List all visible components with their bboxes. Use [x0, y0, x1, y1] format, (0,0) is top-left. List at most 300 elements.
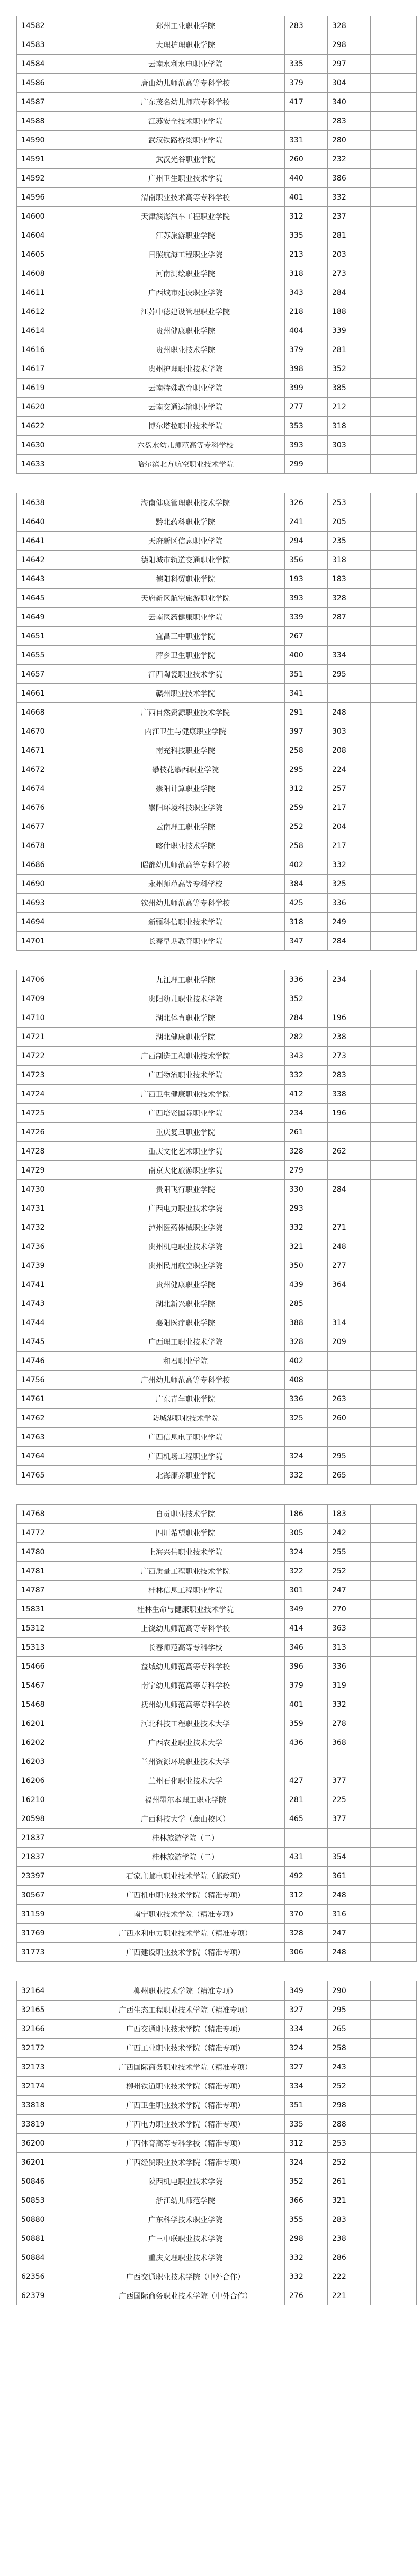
school-name-cell: 湖北体育职业学院	[86, 1008, 285, 1028]
empty-cell	[371, 455, 417, 474]
school-name-cell: 广东茂名幼儿师范专科学校	[86, 93, 285, 112]
score-a-cell	[285, 1829, 328, 1848]
school-code-cell: 14678	[17, 836, 86, 855]
score-a-cell: 352	[285, 2172, 328, 2191]
school-code-cell: 14722	[17, 1047, 86, 1066]
empty-cell	[371, 417, 417, 436]
school-name-cell: 广西城市建设职业学院	[86, 283, 285, 302]
score-a-cell: 332	[285, 1466, 328, 1485]
score-b-cell: 252	[328, 2077, 371, 2096]
school-name-cell: 抚州幼儿师范高等专科学校	[86, 1695, 285, 1714]
school-code-cell: 21837	[17, 1848, 86, 1867]
school-code-cell: 14633	[17, 455, 86, 474]
table-row	[17, 913, 417, 932]
score-b-cell: 258	[328, 2039, 371, 2058]
empty-cell	[371, 1313, 417, 1332]
table-row	[17, 2096, 417, 2115]
empty-cell	[371, 1790, 417, 1809]
table-row	[17, 551, 417, 570]
school-code-cell: 14620	[17, 398, 86, 417]
school-code-cell: 14630	[17, 436, 86, 455]
school-name-cell: 云南理工职业学院	[86, 817, 285, 836]
score-a-cell: 402	[285, 855, 328, 875]
table-row	[17, 570, 417, 589]
score-a-cell: 332	[285, 1218, 328, 1237]
table-row	[17, 836, 417, 855]
table-row	[17, 1524, 417, 1543]
table-row	[17, 1409, 417, 1428]
empty-cell	[371, 2172, 417, 2191]
score-b-cell	[328, 989, 371, 1008]
school-code-cell: 14693	[17, 894, 86, 913]
school-name-cell: 广西水利电力职业技术学院（精准专项）	[86, 1924, 285, 1943]
empty-cell	[371, 741, 417, 760]
score-b-cell: 354	[328, 1848, 371, 1867]
score-a-cell: 325	[285, 1409, 328, 1428]
school-name-cell: 广西交通职业技术学院（中外合作）	[86, 2267, 285, 2286]
school-name-cell: 郑州工业职业学院	[86, 16, 285, 35]
score-a-cell: 404	[285, 321, 328, 340]
table-row	[17, 2191, 417, 2210]
school-name-cell: 和君职业学院	[86, 1352, 285, 1371]
score-a-cell: 343	[285, 283, 328, 302]
table-row	[17, 2058, 417, 2077]
score-a-cell: 312	[285, 1886, 328, 1905]
table-row	[17, 93, 417, 112]
score-a-cell: 279	[285, 1161, 328, 1180]
score-a-cell: 193	[285, 570, 328, 589]
school-name-cell: 湖北健康职业学院	[86, 1028, 285, 1047]
school-code-cell: 50884	[17, 2248, 86, 2267]
school-code-cell: 50846	[17, 2172, 86, 2191]
school-code-cell: 14584	[17, 55, 86, 74]
school-code-cell: 14676	[17, 798, 86, 817]
school-name-cell: 桂林生命与健康职业技术学院	[86, 1600, 285, 1619]
empty-cell	[371, 493, 417, 512]
school-code-cell: 14690	[17, 875, 86, 894]
school-code-cell: 14781	[17, 1562, 86, 1581]
empty-cell	[371, 608, 417, 627]
school-name-cell: 贵州职业技术学院	[86, 340, 285, 359]
table-row	[17, 1332, 417, 1352]
school-name-cell: 攀枝花攀西职业学院	[86, 760, 285, 779]
school-name-cell: 泸州医药器械职业学院	[86, 1218, 285, 1237]
table-row	[17, 188, 417, 207]
school-name-cell: 重庆文理职业技术学院	[86, 2248, 285, 2267]
school-name-cell: 广州幼儿师范高等专科学校	[86, 1371, 285, 1390]
table-row	[17, 1008, 417, 1028]
school-name-cell: 广西国际商务职业技术学院（精准专项）	[86, 2058, 285, 2077]
score-b-cell: 336	[328, 1657, 371, 1676]
school-code-cell: 14743	[17, 1294, 86, 1313]
score-a-cell: 213	[285, 245, 328, 264]
score-a-cell: 306	[285, 1943, 328, 1962]
school-name-cell: 云南特殊教育职业学院	[86, 379, 285, 398]
score-b-cell: 208	[328, 741, 371, 760]
school-name-cell: 大理护理职业学院	[86, 35, 285, 55]
school-code-cell: 14677	[17, 817, 86, 836]
score-a-cell: 436	[285, 1733, 328, 1752]
score-a-cell: 347	[285, 932, 328, 951]
score-b-cell: 217	[328, 798, 371, 817]
table-row	[17, 1695, 417, 1714]
table-row	[17, 970, 417, 989]
empty-cell	[371, 2134, 417, 2153]
school-code-cell: 14657	[17, 665, 86, 684]
score-b-cell: 205	[328, 512, 371, 532]
empty-cell	[371, 970, 417, 989]
score-a-cell: 328	[285, 1142, 328, 1161]
score-a-cell: 284	[285, 1008, 328, 1028]
school-code-cell: 14741	[17, 1275, 86, 1294]
empty-cell	[371, 1733, 417, 1752]
empty-cell	[371, 722, 417, 741]
score-b-cell: 295	[328, 2001, 371, 2020]
school-code-cell: 14640	[17, 512, 86, 532]
empty-cell	[371, 1905, 417, 1924]
school-code-cell: 14726	[17, 1123, 86, 1142]
score-b-cell: 217	[328, 836, 371, 855]
school-name-cell: 重庆复旦职业学院	[86, 1123, 285, 1142]
school-name-cell: 柳州职业技术学院（精准专项）	[86, 1981, 285, 2001]
score-b-cell: 321	[328, 2191, 371, 2210]
score-a-cell: 312	[285, 207, 328, 226]
school-name-cell: 永州师范高等专科学校	[86, 875, 285, 894]
score-b-cell: 304	[328, 74, 371, 93]
school-code-cell: 14587	[17, 93, 86, 112]
school-code-cell: 32166	[17, 2020, 86, 2039]
school-code-cell: 16210	[17, 1790, 86, 1809]
score-a-cell: 294	[285, 532, 328, 551]
school-name-cell: 防城港职业技术学院	[86, 1409, 285, 1428]
score-b-cell: 222	[328, 2267, 371, 2286]
table-row	[17, 1981, 417, 2001]
table-row	[17, 2020, 417, 2039]
empty-cell	[371, 2248, 417, 2267]
score-a-cell: 318	[285, 264, 328, 283]
school-code-cell: 14651	[17, 627, 86, 646]
school-code-cell: 32164	[17, 1981, 86, 2001]
score-a-cell: 331	[285, 131, 328, 150]
empty-cell	[371, 169, 417, 188]
table-row	[17, 760, 417, 779]
school-name-cell: 广三中联职业技术学院	[86, 2229, 285, 2248]
school-name-cell: 陕西机电职业技术学院	[86, 2172, 285, 2191]
school-name-cell: 广西国际商务职业技术学院（中外合作）	[86, 2286, 285, 2305]
school-code-cell: 16206	[17, 1771, 86, 1790]
table-row	[17, 1428, 417, 1447]
school-name-cell: 广西卫生职业技术学院（精准专项）	[86, 2096, 285, 2115]
score-b-cell: 196	[328, 1104, 371, 1123]
score-a-cell: 318	[285, 913, 328, 932]
score-b-cell: 283	[328, 2210, 371, 2229]
empty-cell	[371, 1008, 417, 1028]
score-b-cell: 265	[328, 1466, 371, 1485]
school-name-cell: 广西建设职业技术学院（精准专项）	[86, 1943, 285, 1962]
empty-cell	[371, 913, 417, 932]
empty-cell	[371, 798, 417, 817]
score-b-cell: 288	[328, 2115, 371, 2134]
score-b-cell: 270	[328, 1600, 371, 1619]
school-code-cell: 14668	[17, 703, 86, 722]
empty-cell	[371, 112, 417, 131]
score-b-cell: 183	[328, 570, 371, 589]
table-row	[17, 2039, 417, 2058]
table-row	[17, 1237, 417, 1256]
school-name-cell: 广东青年职业学院	[86, 1390, 285, 1409]
score-b-cell	[328, 627, 371, 646]
empty-cell	[371, 932, 417, 951]
school-code-cell: 14744	[17, 1313, 86, 1332]
score-b-cell: 334	[328, 646, 371, 665]
table-row	[17, 1886, 417, 1905]
table-row	[17, 817, 417, 836]
score-a-cell: 295	[285, 760, 328, 779]
school-name-cell: 广西生态工程职业技术学院（精准专项）	[86, 2001, 285, 2020]
school-name-cell: 上饶幼儿师范高等专科学校	[86, 1619, 285, 1638]
empty-cell	[371, 302, 417, 321]
score-b-cell: 221	[328, 2286, 371, 2305]
school-code-cell: 14638	[17, 493, 86, 512]
table-block	[16, 493, 417, 951]
school-code-cell: 14582	[17, 16, 86, 35]
school-name-cell: 渭南职业技术高等专科学校	[86, 188, 285, 207]
table-row	[17, 989, 417, 1008]
school-code-cell: 15468	[17, 1695, 86, 1714]
school-code-cell: 14592	[17, 169, 86, 188]
empty-cell	[371, 1581, 417, 1600]
score-b-cell: 332	[328, 188, 371, 207]
score-b-cell	[328, 1829, 371, 1848]
score-b-cell: 303	[328, 436, 371, 455]
score-a-cell: 414	[285, 1619, 328, 1638]
school-code-cell: 15466	[17, 1657, 86, 1676]
school-name-cell: 兰州石化职业技术大学	[86, 1771, 285, 1790]
school-code-cell: 21837	[17, 1829, 86, 1848]
score-b-cell	[328, 1199, 371, 1218]
school-code-cell: 14739	[17, 1256, 86, 1275]
table-row	[17, 359, 417, 379]
table-row	[17, 1600, 417, 1619]
empty-cell	[371, 398, 417, 417]
school-name-cell: 广西科技大学（鹿山校区）	[86, 1809, 285, 1829]
score-b-cell: 328	[328, 589, 371, 608]
school-code-cell: 33819	[17, 2115, 86, 2134]
school-name-cell: 南充科技职业学院	[86, 741, 285, 760]
school-name-cell: 江西陶瓷职业技术学院	[86, 665, 285, 684]
school-name-cell: 德阳科贸职业学院	[86, 570, 285, 589]
score-b-cell	[328, 1294, 371, 1313]
score-b-cell: 281	[328, 226, 371, 245]
table-row	[17, 1142, 417, 1161]
score-a-cell: 492	[285, 1867, 328, 1886]
empty-cell	[371, 551, 417, 570]
score-a-cell: 267	[285, 627, 328, 646]
school-name-cell: 贵州民用航空职业学院	[86, 1256, 285, 1275]
table-row	[17, 1581, 417, 1600]
school-name-cell: 四川希望职业学院	[86, 1524, 285, 1543]
score-b-cell: 224	[328, 760, 371, 779]
score-b-cell: 212	[328, 398, 371, 417]
school-code-cell: 14780	[17, 1543, 86, 1562]
empty-cell	[371, 1028, 417, 1047]
empty-cell	[371, 1047, 417, 1066]
school-name-cell: 南京大化旅游职业学院	[86, 1161, 285, 1180]
school-code-cell: 14730	[17, 1180, 86, 1199]
score-b-cell: 338	[328, 1085, 371, 1104]
school-code-cell: 14641	[17, 532, 86, 551]
empty-cell	[371, 1809, 417, 1829]
empty-cell	[371, 379, 417, 398]
school-code-cell: 14590	[17, 131, 86, 150]
school-code-cell: 14617	[17, 359, 86, 379]
score-a-cell: 326	[285, 493, 328, 512]
score-b-cell: 253	[328, 2134, 371, 2153]
table-row	[17, 1313, 417, 1332]
empty-cell	[371, 2229, 417, 2248]
table-row	[17, 1047, 417, 1066]
score-b-cell: 361	[328, 1867, 371, 1886]
school-code-cell: 14725	[17, 1104, 86, 1123]
empty-cell	[371, 665, 417, 684]
table-row	[17, 1562, 417, 1581]
table-row	[17, 722, 417, 741]
score-a-cell: 397	[285, 722, 328, 741]
score-a-cell	[285, 112, 328, 131]
score-a-cell: 277	[285, 398, 328, 417]
score-b-cell: 253	[328, 493, 371, 512]
table-row	[17, 2267, 417, 2286]
school-name-cell: 北海康养职业学院	[86, 1466, 285, 1485]
school-name-cell: 云南医药健康职业学院	[86, 608, 285, 627]
empty-cell	[371, 875, 417, 894]
table-row	[17, 1943, 417, 1962]
score-b-cell: 298	[328, 35, 371, 55]
score-b-cell: 286	[328, 2248, 371, 2267]
empty-cell	[371, 1199, 417, 1218]
school-code-cell: 14612	[17, 302, 86, 321]
empty-cell	[371, 283, 417, 302]
score-b-cell: 262	[328, 1142, 371, 1161]
score-b-cell: 238	[328, 1028, 371, 1047]
score-a-cell: 388	[285, 1313, 328, 1332]
school-code-cell: 14674	[17, 779, 86, 798]
score-a-cell: 312	[285, 2134, 328, 2153]
score-a-cell: 321	[285, 1237, 328, 1256]
score-b-cell: 340	[328, 93, 371, 112]
table-row	[17, 1905, 417, 1924]
score-a-cell: 370	[285, 1905, 328, 1924]
table-row	[17, 894, 417, 913]
score-a-cell: 335	[285, 226, 328, 245]
school-code-cell: 14614	[17, 321, 86, 340]
school-code-cell: 14600	[17, 207, 86, 226]
school-code-cell: 15831	[17, 1600, 86, 1619]
school-name-cell: 南宁职业技术学院（精准专项）	[86, 1905, 285, 1924]
school-name-cell: 钦州幼儿师范高等专科学校	[86, 894, 285, 913]
school-name-cell: 河北科技工程职业技术大学	[86, 1714, 285, 1733]
school-code-cell: 14616	[17, 340, 86, 359]
school-name-cell: 重庆文化艺术职业学院	[86, 1142, 285, 1161]
school-name-cell: 益城幼儿师范高等专科学校	[86, 1657, 285, 1676]
table-row	[17, 684, 417, 703]
school-name-cell: 崇阳环境科技职业学院	[86, 798, 285, 817]
table-row	[17, 302, 417, 321]
score-b-cell: 284	[328, 1180, 371, 1199]
score-a-cell: 260	[285, 150, 328, 169]
score-a-cell: 359	[285, 1714, 328, 1733]
score-a-cell: 393	[285, 589, 328, 608]
school-name-cell: 赣州职业技术学院	[86, 684, 285, 703]
school-code-cell: 14768	[17, 1505, 86, 1524]
empty-cell	[371, 779, 417, 798]
school-code-cell: 14746	[17, 1352, 86, 1371]
school-name-cell: 崇阳计算职业学院	[86, 779, 285, 798]
table-row	[17, 207, 417, 226]
score-b-cell: 283	[328, 1066, 371, 1085]
score-b-cell: 232	[328, 150, 371, 169]
score-a-cell: 349	[285, 1981, 328, 2001]
score-a-cell: 332	[285, 2248, 328, 2267]
score-b-cell: 263	[328, 1390, 371, 1409]
table-row	[17, 646, 417, 665]
score-a-cell: 259	[285, 798, 328, 817]
table-row	[17, 1066, 417, 1085]
score-b-cell	[328, 1428, 371, 1447]
empty-cell	[371, 2210, 417, 2229]
school-name-cell: 内江卫生与健康职业学院	[86, 722, 285, 741]
school-code-cell: 14622	[17, 417, 86, 436]
school-name-cell: 广西机电职业技术学院（精准专项）	[86, 1886, 285, 1905]
empty-cell	[371, 226, 417, 245]
score-b-cell: 248	[328, 703, 371, 722]
empty-cell	[371, 1161, 417, 1180]
score-table	[16, 16, 404, 2325]
table-row	[17, 1123, 417, 1142]
school-name-cell: 新疆科信职业技术学院	[86, 913, 285, 932]
score-a-cell: 285	[285, 1294, 328, 1313]
school-code-cell: 14765	[17, 1466, 86, 1485]
score-a-cell: 417	[285, 93, 328, 112]
score-a-cell: 261	[285, 1123, 328, 1142]
score-b-cell: 386	[328, 169, 371, 188]
score-a-cell: 336	[285, 970, 328, 989]
score-a-cell: 186	[285, 1505, 328, 1524]
school-name-cell: 天府新区信息职业学院	[86, 532, 285, 551]
empty-cell	[371, 188, 417, 207]
score-b-cell: 336	[328, 894, 371, 913]
score-a-cell: 384	[285, 875, 328, 894]
school-code-cell: 31769	[17, 1924, 86, 1943]
table-row	[17, 1371, 417, 1390]
school-code-cell: 14762	[17, 1409, 86, 1428]
empty-cell	[371, 1943, 417, 1962]
school-name-cell: 自贡职业技术学院	[86, 1505, 285, 1524]
score-b-cell: 196	[328, 1008, 371, 1028]
school-code-cell: 32165	[17, 2001, 86, 2020]
score-b-cell: 238	[328, 2229, 371, 2248]
empty-cell	[371, 1867, 417, 1886]
empty-cell	[371, 532, 417, 551]
school-name-cell: 黔北药科职业学院	[86, 512, 285, 532]
table-row	[17, 455, 417, 474]
school-name-cell: 长春早期教育职业学院	[86, 932, 285, 951]
score-a-cell: 401	[285, 188, 328, 207]
score-a-cell: 400	[285, 646, 328, 665]
empty-cell	[371, 93, 417, 112]
score-b-cell: 314	[328, 1313, 371, 1332]
empty-cell	[371, 150, 417, 169]
